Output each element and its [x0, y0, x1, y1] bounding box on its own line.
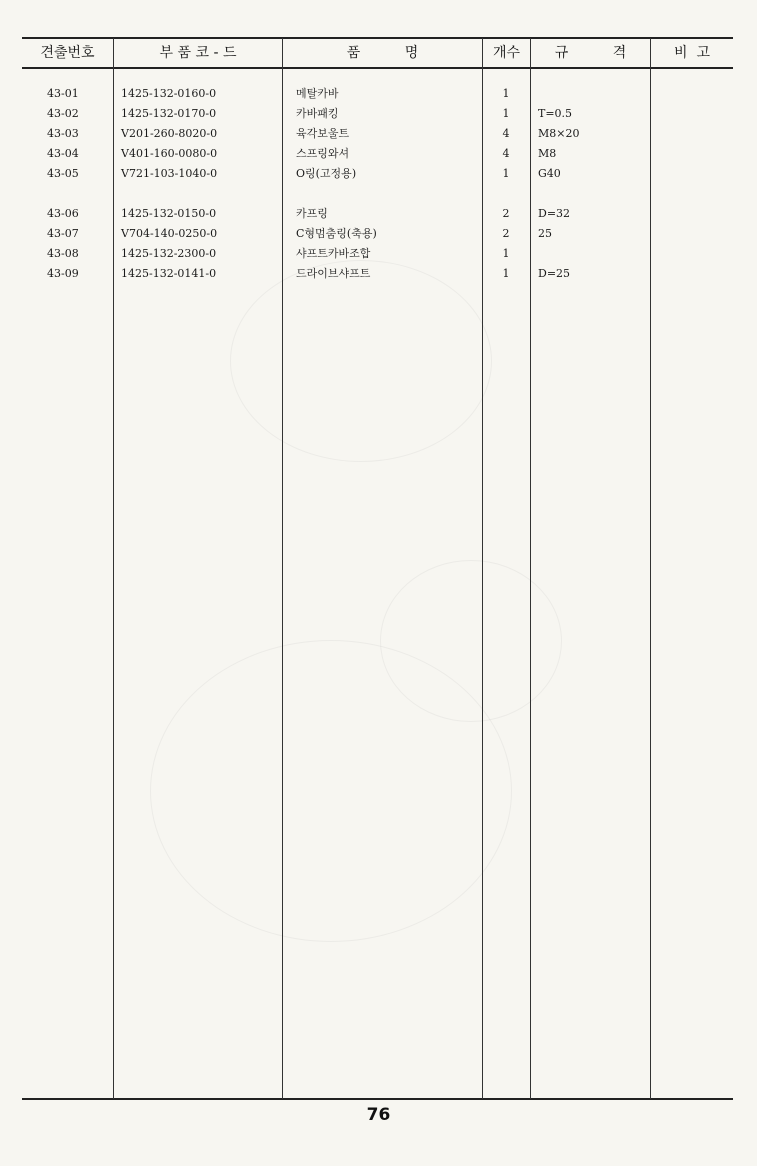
row-drawing-no: 43-01 [47, 87, 79, 100]
row-drawing-no: 43-02 [47, 107, 79, 120]
column-divider [282, 38, 283, 1099]
row-part-name: 카프링 [296, 207, 328, 220]
header-drawing-no: 견출번호 [40, 45, 95, 61]
row-quantity: 1 [502, 107, 510, 120]
column-divider [530, 38, 531, 1099]
header-spec: 규 격 [554, 45, 627, 61]
row-spec: D=25 [538, 267, 571, 280]
row-spec: M8 [538, 147, 557, 160]
column-divider [113, 38, 114, 1099]
row-part-code: V201-260-8020-0 [121, 127, 218, 140]
row-spec [538, 244, 638, 264]
header-part-code: 부 품 코 - 드 [159, 45, 237, 61]
row-part-code: 1425-132-2300-0 [121, 247, 217, 260]
row-part-code: 1425-132-0141-0 [121, 267, 217, 280]
row-quantity: 4 [502, 147, 510, 160]
table-bottom-rule [22, 1098, 733, 1100]
row-quantity: 1 [502, 267, 510, 280]
column-divider [650, 38, 651, 1099]
row-quantity: 1 [502, 167, 510, 180]
header-quantity: 개수 [492, 45, 521, 61]
row-part-name: 스프링와셔 [296, 147, 350, 160]
row-drawing-no: 43-05 [47, 167, 79, 180]
row-quantity: 2 [502, 227, 510, 240]
row-quantity: 2 [502, 207, 510, 220]
row-drawing-no: 43-09 [47, 267, 79, 280]
row-drawing-no: 43-03 [47, 127, 79, 140]
row-part-name: O링(고정용) [296, 167, 357, 180]
row-part-code: V401-160-0080-0 [121, 147, 218, 160]
column-divider [482, 38, 483, 1099]
row-quantity: 1 [502, 247, 510, 260]
header-part-name: 품 명 [346, 45, 419, 61]
row-drawing-no: 43-04 [47, 147, 79, 160]
bleed-through-shape [380, 560, 562, 722]
row-part-code: V721-103-1040-0 [121, 167, 218, 180]
row-part-name: 드라이브샤프트 [296, 267, 371, 280]
row-part-code: V704-140-0250-0 [121, 227, 218, 240]
row-quantity: 1 [502, 87, 510, 100]
row-spec [538, 84, 638, 104]
row-spec: M8×20 [538, 127, 580, 140]
row-part-code: 1425-132-0170-0 [121, 107, 217, 120]
row-quantity: 4 [502, 127, 510, 140]
row-drawing-no: 43-06 [47, 207, 79, 220]
row-drawing-no: 43-08 [47, 247, 79, 260]
row-part-name: 샤프트카바조합 [296, 247, 371, 260]
row-spec: G40 [538, 167, 561, 180]
row-spec: 25 [538, 227, 552, 240]
row-part-name: 메탈카바 [296, 87, 339, 100]
page-number: 76 [366, 1105, 391, 1125]
row-part-name: 육각보울트 [296, 127, 350, 140]
row-drawing-no: 43-07 [47, 227, 79, 240]
bleed-through-shape [230, 260, 492, 462]
row-spec: T=0.5 [538, 107, 573, 120]
row-part-name: C형멈춤링(축용) [296, 227, 377, 240]
row-part-name: 카바패킹 [296, 107, 339, 120]
row-spec: D=32 [538, 207, 571, 220]
header-remarks: 비 고 [674, 45, 710, 61]
row-part-code: 1425-132-0160-0 [121, 87, 217, 100]
row-part-code: 1425-132-0150-0 [121, 207, 217, 220]
